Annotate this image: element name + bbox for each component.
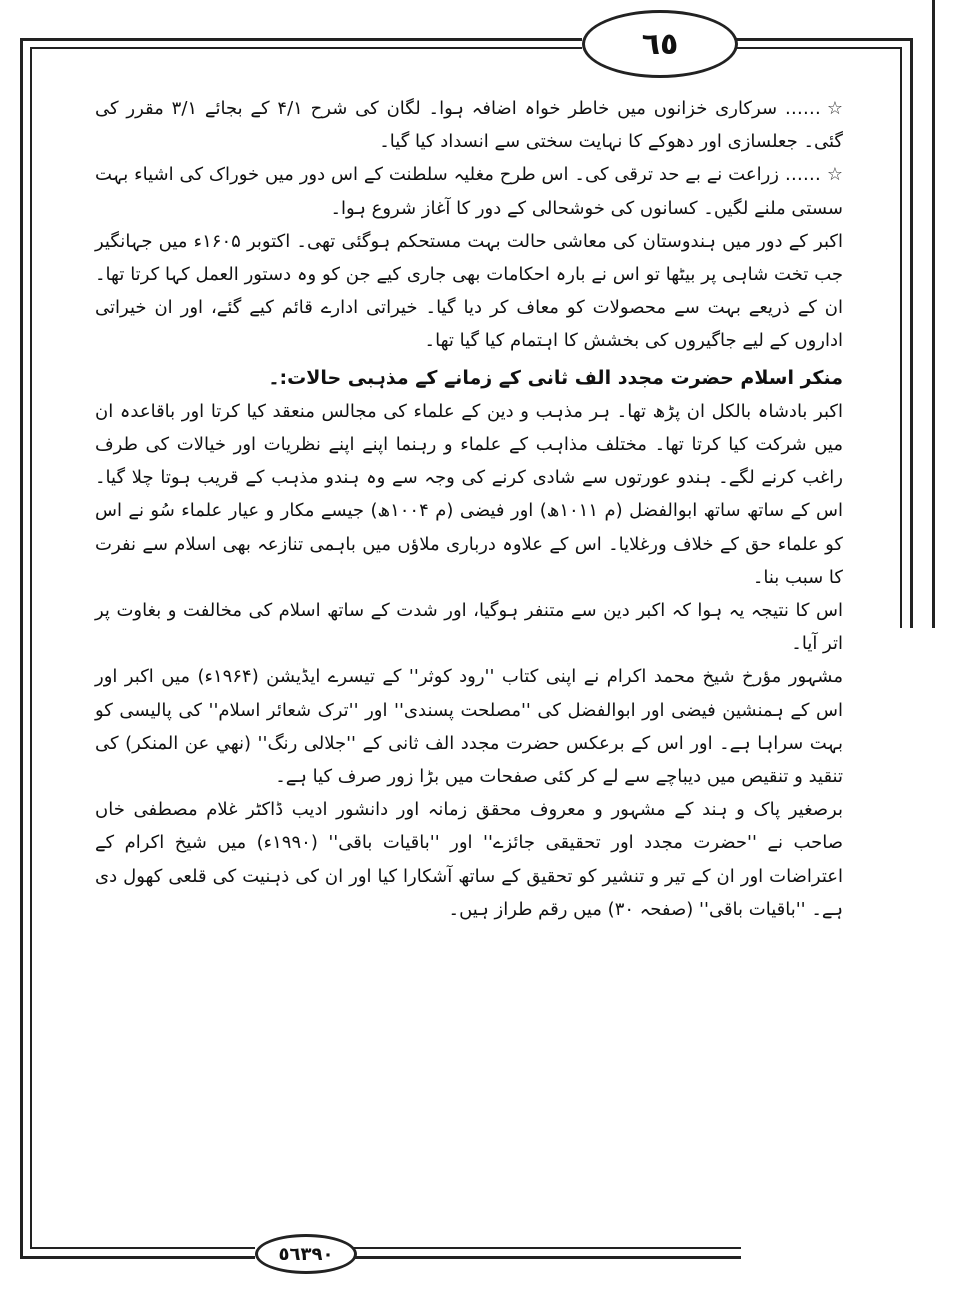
frame-right-outer (910, 38, 913, 628)
paragraph (95, 225, 843, 358)
star-icon: ☆ (826, 164, 843, 186)
paragraph-text: اکبر کے دور میں ہندوستان کی معاشی حالت بہت مستحکم ہوگئی تھی۔ اکتوبر ۱۶۰۵ء میں جہانگیر جب تخت شاہی پر بیٹھا تو اس نے بارہ احکامات بھی جاری کیے جن کو وہ دستور العمل کہا کرتا تھا۔ ان کے ذریعے بہت سے محصولات کو معاف کر دیا گیا۔ خیراتی ادارے قائم کیے گئے، اور ان خیراتی اداروں کے لیے جاگیروں کی بخشش کا اہتمام کیا گیا تھا۔ (95, 230, 843, 352)
frame-bottom-right-outer (351, 1256, 741, 1259)
paragraph-text: …… زراعت نے بے حد ترقی کی۔ اس طرح مغلیہ سلطنت کے اس دور میں خوراک کی اشیاء بہت سستی ملنے لگیں۔ کسانوں کی خوشحالی کے دور کا آغاز شروع ہوا۔ (95, 164, 843, 219)
frame-top-right-inner (732, 47, 902, 49)
section-heading: منکر اسلام حضرت مجدد الف ثانی کے زمانے کے مذہبی حالات:۔ (268, 366, 843, 389)
frame-bottom-outer (20, 1256, 255, 1259)
frame-right-outer-extra (932, 0, 935, 628)
frame-top-outer (20, 38, 582, 41)
frame-left-outer (20, 38, 23, 1258)
paragraph-text: …… سرکاری خزانوں میں خاطر خواہ اضافہ ہوا۔ لگان کی شرح ۴/۱ کے بجائے ۳/۱ مقرر کی گئی۔ جعلسازی اور دھوکے کا نہایت سختی سے انسداد کیا گیا۔ (95, 98, 843, 153)
bullet-paragraph (95, 158, 843, 224)
frame-bottom-right-inner (351, 1247, 741, 1249)
frame-top-inner (30, 47, 582, 49)
page-content (95, 92, 843, 926)
frame-top-right-outer (732, 38, 912, 41)
footer-code: ٥٦٣٩٠ (255, 1234, 357, 1274)
star-icon: ☆ (826, 98, 844, 119)
paragraph (95, 793, 843, 926)
paragraph (95, 395, 843, 594)
paragraph (95, 660, 843, 793)
paragraph-text: مشہور مؤرخ شیخ محمد اکرام نے اپنی کتاب ''رود کوثر'' کے تیسرے ایڈیشن (۱۹۶۴ء) میں اکبر اور اس کے ہمنشین فیضی اور ابوالفضل کی ''مصلحت پسندی'' اور ''ترک شعائر اسلام'' کی پالیسی کو بہت سراہا ہے۔ اور اس کے برعکس حضرت مجدد الف ثانی کے ''جلالی رنگ'' (نهي عن المنكر) کی تنقید و تنقیص میں دیباچے سے لے کر کئی صفحات میں بڑا زور صرف کیا ہے۔ (95, 666, 844, 788)
frame-right-inner (900, 47, 902, 628)
paragraph-text: اس کا نتیجہ یہ ہوا کہ اکبر دین سے متنفر ہوگیا، اور شدت کے ساتھ اسلام کی مخالفت و بغاوت پر اتر آیا۔ (95, 600, 843, 655)
paragraph-text: اکبر بادشاہ بالکل ان پڑھ تھا۔ ہر مذہب و دین کے علماء کی مجالس منعقد کیا کرتا اور باقاعدہ ان میں شرکت کیا کرتا تھا۔ مختلف مذاہب کے علماء و رہنما اپنے اپنے نظریات اور خیالات کی طرف راغب کرنے لگے۔ ہندو عورتوں سے شادی کرنے کی وجہ سے وہ ہندو مذہب کے قریب ہوتا چلا گیا۔ اس کے ساتھ ساتھ ابوالفضل (م ۱۰۱۱ھ) اور فیضی (م ۱۰۰۴ھ) جیسے مکار و عیار علماء سُو نے اس کو علماء حق کے خلاف ورغلایا۔ اس کے علاوہ درباری ملاؤں میں باہمی تنازعہ بھی اسلام سے نفرت کا سبب بنا۔ (95, 400, 843, 588)
bullet-paragraph (95, 92, 843, 158)
paragraph (95, 594, 843, 660)
frame-bottom-inner (30, 1247, 255, 1249)
paragraph-text: برصغیر پاک و ہند کے مشہور و معروف محقق زمانہ اور دانشور ادیب ڈاکٹر غلام مصطفی خاں صاحب نے ''حضرت مجدد اور تحقیقی جائزے'' اور ''باقیات باقی'' (۱۹۹۰ء) میں شیخ اکرام کے اعتراضات اور ان کے تیر و تنشیر کو تحقیق کے ساتھ آشکارا کیا اور ان کی ذہنیت کی قلعی کھول دی ہے۔ ''باقیات باقی'' (صفحہ ۳۰) میں رقم طراز ہیں۔ (95, 799, 844, 920)
page-number: ٦٥ (582, 10, 738, 78)
frame-left-inner (30, 47, 32, 1249)
